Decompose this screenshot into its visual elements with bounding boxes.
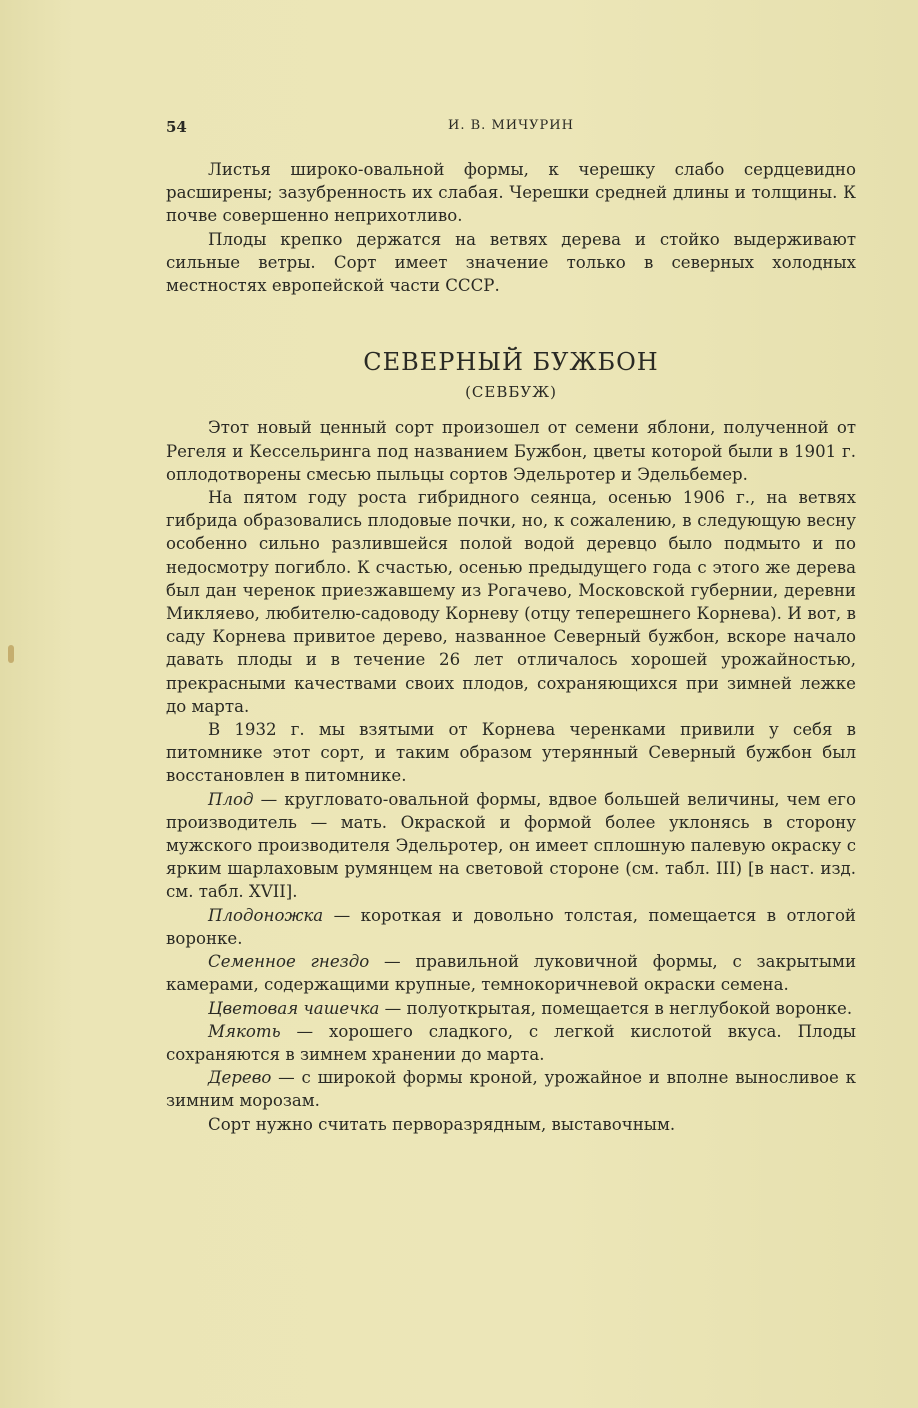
section-subtitle: (СЕВБУЖ)	[465, 383, 557, 402]
description-fruit	[166, 788, 856, 904]
running-head: И. В. МИЧУРИН	[448, 118, 574, 133]
page-body	[166, 158, 856, 1136]
term-text: — правильной луковичной формы, с закрытыми камерами, содержащими крупные, темнокоричневой окраски семена.	[166, 952, 857, 995]
intro-paragraph: Плоды крепко держатся на ветвях дерева и стойко выдерживают сильные ветры. Сорт имеет значение только в северных холодных местностях европейской части СССР.	[166, 229, 856, 296]
section-title: СЕВЕРНЫЙ БУЖБОН	[363, 348, 659, 377]
body-paragraph: В 1932 г. мы взятыми от Корнева черенками привили у себя в питомнике этот сорт, и таким образом утерянный Северный бужбон был восстановлен в питомнике.	[166, 720, 856, 786]
term-text: — кругловато-овальной формы, вдвое большей величины, чем его производитель — мать. Окраской и формой более уклонясь в сторону мужского производителя Эдельротер, он имеет сплошную палевую окраску с ярким шарлаховым румянцем на световой стороне (см. табл. III) [в наст. изд. см. табл. XVII].	[166, 789, 856, 902]
term-label: Семенное гнездо	[208, 952, 370, 972]
description-tree	[166, 1066, 856, 1112]
term-label: Дерево	[208, 1068, 272, 1088]
description-seed-nest	[166, 950, 856, 996]
term-text: — полуоткрытая, помещается в неглубокой воронке.	[379, 998, 853, 1018]
description-stalk	[166, 904, 856, 950]
intro-paragraph: Листья широко-овальной формы, к черешку слабо сердцевидно расширены; зазубренность их слабая. Черешки средней длины и толщины. К почве совершенно неприхотливо.	[166, 160, 856, 226]
term-text: — с широкой формы кроной, урожайное и вполне выносливое к зимним морозам.	[166, 1068, 856, 1111]
body-paragraph: На пятом году роста гибридного сеянца, осенью 1906 г., на ветвях гибрида образовались плодовые почки, но, к сожалению, в следующую весну особенно сильно разлившейся полой водой деревцо было подмыто и по недосмотру погибло. К счастью, осенью предыдущего года с этого же дерева был дан черенок приезжавшему из Рогачево, Московской губернии, деревни Микляево, любителю-садоводу Корневу (отцу теперешнего Корнева). И вот, в саду Корнева привитое дерево, названное Северный бужбон, вскоре начало давать плоды и в течение 26 лет отличалось хорошей урожайностью, прекрасными качествами своих плодов, сохраняющихся при зимней лежке до марта.	[166, 488, 856, 716]
page-number: 54	[166, 118, 187, 136]
term-label: Мякоть	[208, 1021, 281, 1041]
paper-stain	[8, 645, 14, 663]
closing-paragraph: Сорт нужно считать перворазрядным, выставочным.	[208, 1114, 676, 1134]
term-text: — короткая и довольно толстая, помещается в отлогой воронке.	[166, 905, 856, 948]
body-paragraph: Этот новый ценный сорт произошел от семени яблони, полученной от Регеля и Кессельринга под названием Бужбон, цветы которой были в 1901 г. оплодотворены смесью пыльцы сортов Эдельротер и Эдельбемер.	[166, 418, 856, 484]
description-calyx	[166, 997, 856, 1020]
term-label: Плод	[208, 789, 254, 809]
description-flesh	[166, 1020, 856, 1066]
term-label: Цветовая чашечка	[208, 998, 380, 1018]
term-text: — хорошего сладкого, с легкой кислотой вкуса. Плоды сохраняются в зимнем хранении до марта.	[166, 1021, 856, 1064]
term-label: Плодоножка	[208, 905, 324, 925]
